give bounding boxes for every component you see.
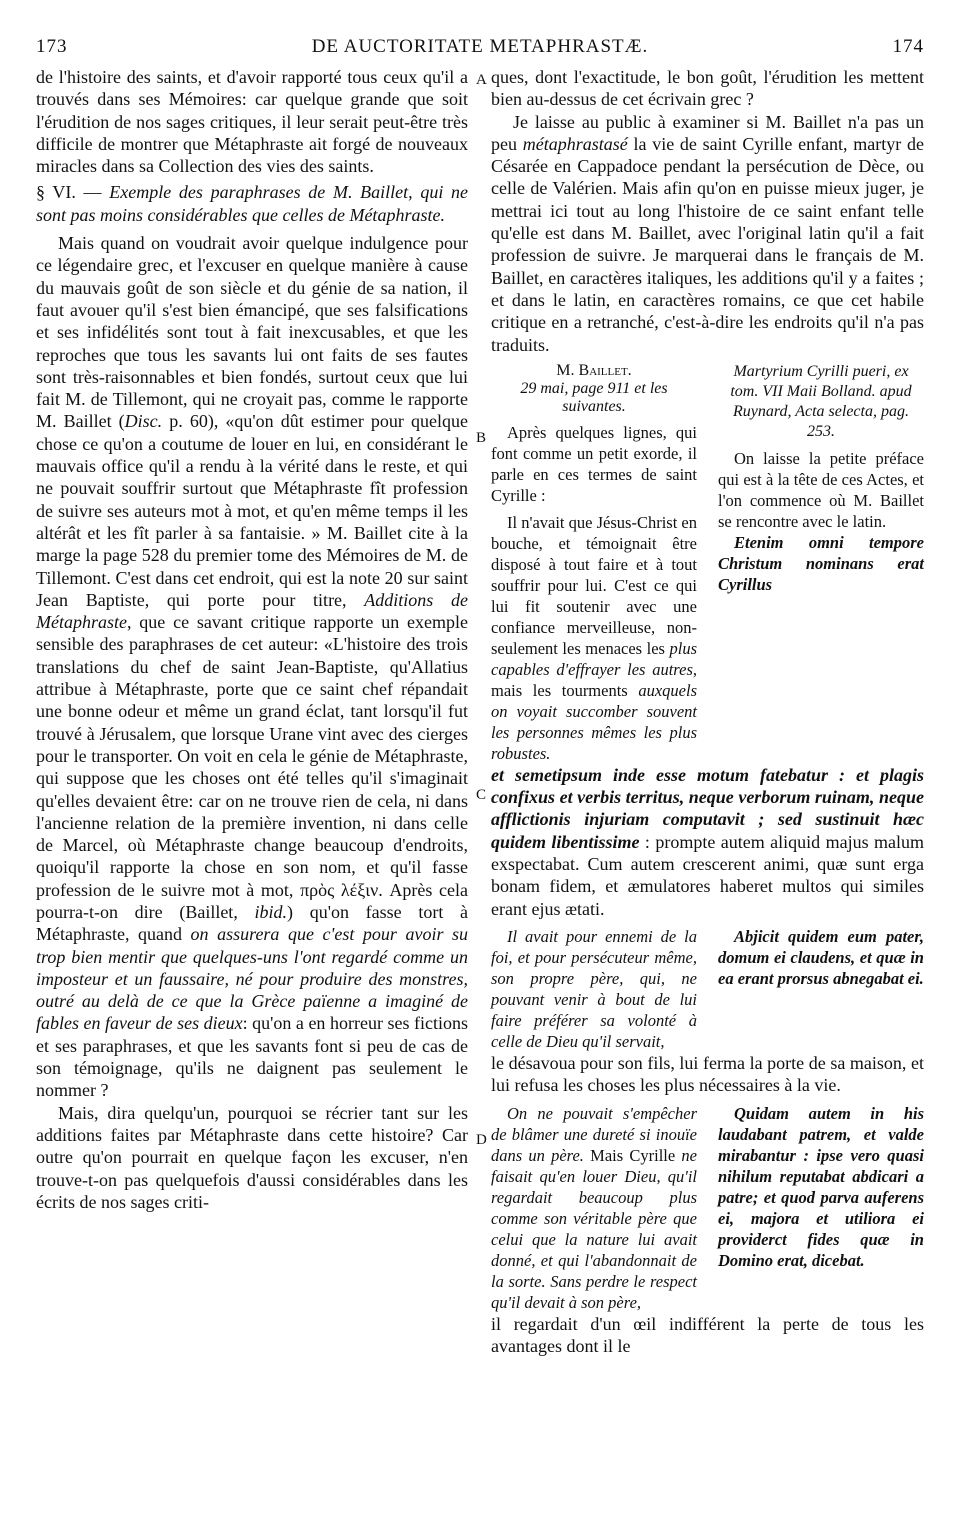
text-run-italic: Il avait pour ennemi de la foi, et pour persécuteur même, son propre père, qui, ne pouvant venir à bout de lui faire préférer sa volonté à celle de Dieu qu'il servait,	[491, 926, 697, 1051]
text-run-italic: ibid.	[254, 901, 288, 922]
paragraph: de l'histoire des saints, et d'avoir rapporté tous ceux qu'il a trouvés dans ses Mémoires: car quelque grande que soit l'érudition de nos sages critiques, il leur serait peut-être très difficile de montrer que Métaphraste ait forgé de nouveaux miracles dans sa Collection des vies des saints.	[36, 67, 468, 177]
latin-text: Quidam autem in his laudabant patrem, et valde mirabantur : ipse vero quasi nihilum reputabat abdicari a patre; et quod parva auferens ei, majora et utiliora ei providerct fides quæ in Domino erat, dicebat.	[718, 1103, 924, 1270]
text-run-italic: ne faisait qu'en louer Dieu, qu'il regardait beaucoup plus comme son véritable père que celui que la nature lui avait donné, et qui l'abandonnait de la sorte. Sans perdre le respect qu'il devait à son père,	[491, 1145, 697, 1312]
paragraph: ques, dont l'exactitude, le bon goût, l'érudition les mettent bien au-dessus de cet écrivain grec ?	[491, 67, 924, 110]
greek-text: πρὸς λέξιν	[300, 879, 379, 900]
french-text	[491, 1103, 697, 1313]
latin-column	[718, 926, 924, 1052]
parallel-columns	[491, 926, 924, 1052]
text-run: , que ce savant critique rapporte un exemple sensible des paraphrases de cet auteur: «L'histoire des trois translations du chef de saint Jean-Baptiste, qu'Allatius attribue à Métaphraste, porte que ce saint chef répandait une bonne odeur et même un grand éclat, tant lorsqu'il fut trouvé à Jérusalem, que lorsque Urane vint avec des cierges pour le transporter. On voit en cela le génie de Métaphraste, qui suppose que les choses ont été telles qu'il s'imaginait qu'elles devaient être: car on ne trouve rien de cela, ni dans l'ancienne relation de la première invention, ni dans celle de Marcel, où Métaphraste change beaucoup d'endroits, quoiqu'il rapporte la chose en son nom, et qu'il fasse profession de le suivre mot à mot,	[36, 612, 468, 900]
text-run-italic: plus capables d'effrayer les autres	[491, 638, 697, 679]
french-column	[491, 926, 697, 1052]
right-column	[491, 66, 924, 1357]
french-text	[491, 926, 697, 1052]
text-run-italic: Etenim omni tempore Christum nominans erat Cyrillus	[718, 532, 924, 594]
french-column-heading: M. Baillet.	[556, 361, 632, 379]
parallel-columns	[491, 1103, 924, 1313]
text-run: . Après cela pourra-t-on dire (Baillet,	[36, 879, 468, 922]
page-number-left: 173	[36, 36, 68, 57]
page	[36, 32, 924, 1522]
french-column	[491, 1103, 697, 1313]
margin-letter-d: D	[476, 1132, 487, 1148]
section-heading	[36, 181, 468, 226]
text-run: : prompte autem aliquid majus malum exspectabat. Cum autem crescerent animi, quæ sunt erga bonam fidem, et æmulatores haberet multos qui similes erant ejus ætati.	[491, 831, 924, 919]
latin-text: On laisse la petite préface qui est à la tête de ces Actes, et l'on commence où M. Baillet se rencontre avec le latin.	[718, 448, 924, 531]
text-run: : qu'on a en horreur ses fictions et ses paraphrases, et que les savants font si peu de cas de son témoignage, qu'ils ne daignent pas seulement le nommer ?	[36, 1013, 468, 1101]
french-text	[491, 512, 697, 764]
paragraph: Mais, dira quelqu'un, pourquoi se récrier tant sur les additions faites par Métaphraste dans cette histoire? Car outre qu'on pourrait en quelque façon les excuser, n'en trouve-t-on pas quelquefois d'aussi considérables dans les écrits de nos sages criti-	[36, 1102, 468, 1212]
section-title: Exemple des paraphrases de M. Baillet, qui ne sont pas moins considérables que celles de Métaphraste.	[36, 182, 469, 225]
text-run: la vie de saint Cyrille enfant, martyr de Césarée en Cappadoce pendant la persécution de Dèce, ou celle de Valérien. Mais afin qu'on en puisse mieux juger, je mettrai ici tout au long l'histoire de ce saint enfant telle qu'elle est dans M. Baillet, avec l'original latin qu'il a fait profession de suivre. Je marquerai dans le français de M. Baillet, en caractères italiques, les additions qu'il y a faites ; et dans le latin, en caractères romains, ce que cet habile critique en a retranché, c'est-à-dire les endroits qu'il n'a pas traduits.	[491, 133, 924, 355]
section-number: § VI. —	[36, 182, 110, 203]
text-run-italic: Disc.	[124, 411, 163, 432]
text-run-italic: on assurera que c'est pour avoir su trop bien mentir que quelques-uns l'ont regardé comme un imposteur et un faussaire, né pour produire des monstres, outré au delà de ce que la Grèce païenne a imaginé de fables en faveur de ses dieux	[36, 924, 468, 1034]
left-column	[36, 66, 468, 1213]
text-run-italic: auxquels on voyait succomber souvent les personnes mêmes les plus robustes.	[491, 680, 697, 763]
parallel-columns	[491, 362, 924, 764]
margin-letter-a: A	[476, 72, 487, 88]
french-text: Après quelques lignes, qui font comme un petit exorde, il parle en ces termes de saint Cyrille :	[491, 422, 697, 505]
french-text-continued: il regardait d'un œil indifférent la perte de tous les avantages dont il le	[491, 1313, 924, 1356]
text-run: Il n'avait que Jésus-Christ en bouche, et témoignait être disposé à tout faire et à tout souffrir pour lui. C'est ce qui lui fit soutenir avec une confiance merveilleuse, non-seulement les menaces les	[491, 512, 697, 658]
french-column-source: 29 mai, page 911 et les suivantes.	[520, 379, 668, 415]
paragraph	[491, 111, 924, 356]
text-run-italic: On ne pouvait s'empêcher de blâmer une dureté si inouïe dans un père.	[491, 1103, 697, 1165]
text-run-italic: Additions de Métaphraste	[36, 589, 468, 633]
text-run-italic: et semetipsum inde esse motum fatebatur : et plagis confixus et verbis territus, neque verborum ruinam, neque afflictionis injuriam computavit ; sed sustinuit hæc quidem libentissime	[491, 764, 924, 852]
text-run: ) qu'on fasse tort à Métaphraste, quand	[36, 901, 468, 945]
text-run: p. 60), «qu'on dût estimer pour quelque chose ce qu'on a coutume de louer en lui, en considérant le mauvais office qu'il a rendu à la vérité dans le reste, et qui ne pouvait souffrir surtout que Métaphraste fît profession de suivre ses auteurs mot à mot, et qu'en même temps il les altérât et les fît parler à sa fantaisie. » M. Baillet cite à la marge la page 528 du premier tome des Mémoires de M. de Tillemont. C'est dans cet endroit, qui est la note 20 sur saint Jean Baptiste, qui porte pour titre,	[36, 411, 468, 610]
margin-letter-c: C	[476, 787, 487, 803]
running-head	[36, 32, 924, 64]
text-run: Mais Cyrille	[583, 1145, 682, 1165]
text-run: Mais quand on voudrait avoir quelque indulgence pour ce légendaire grec, et l'excuser en quelque manière à cause du mauvais goût de son siècle et du génie de sa nation, il faut avouer qu'il s'est bien émancipé, que ses falsifications et ses infidélités sont tout à fait inexcusables, et que les reproches que tous les savants lui ont faits de ses fautes sont très-raisonnables et bien fondés, surtout ceux que lui fait M. de Tillemont, qui ne croyait pas, comme le rapporte M. Baillet (	[36, 233, 468, 432]
margin-letter-b: B	[476, 430, 487, 446]
latin-text-continued	[491, 764, 924, 920]
running-title: DE AUCTORITATE METAPHRASTÆ.	[311, 36, 649, 57]
latin-text: Abjicit quidem eum pater, domum ei claudens, et quæ in ea erant prorsus abnegabat ei.	[718, 926, 924, 988]
text-run: Je laisse au public à examiner si M. Baillet n'a pas un peu	[491, 111, 924, 154]
latin-column-heading: Martyrium Cyrilli pueri, ex tom. VII Maii Bolland. apud Ruynard, Acta selecta, pag. 253.	[730, 362, 912, 440]
latin-text	[718, 532, 924, 595]
text-run: , mais les tourments	[491, 659, 697, 700]
french-column	[491, 362, 697, 764]
paragraph	[36, 232, 468, 1102]
page-number-right: 174	[892, 36, 924, 57]
french-text-continued: le désavoua pour son fils, lui ferma la porte de sa maison, et lui refusa les choses les plus nécessaires à la vie.	[491, 1052, 924, 1096]
latin-column	[718, 1103, 924, 1313]
text-run-italic: métaphrastasé	[522, 133, 628, 154]
latin-column	[718, 362, 924, 764]
